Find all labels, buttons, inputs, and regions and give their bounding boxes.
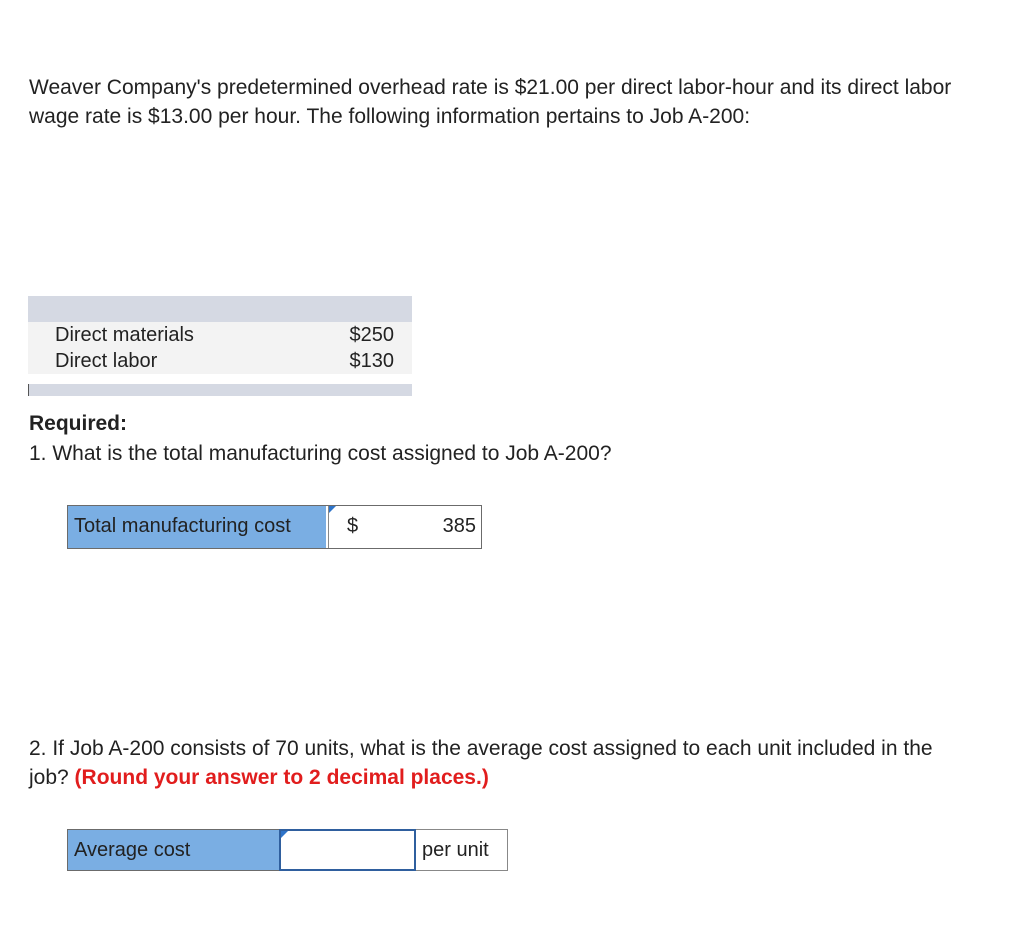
row-amount: $250 [349, 324, 394, 346]
average-cost-input[interactable] [281, 831, 414, 869]
row-amount: $130 [349, 350, 394, 372]
total-manufacturing-cost-label: Total manufacturing cost [68, 506, 328, 548]
rounding-instruction: (Round your answer to 2 decimal places.) [74, 766, 489, 789]
question-1: 1. What is the total manufacturing cost assigned to Job A-200? [29, 442, 612, 465]
question-2-text: 2. If Job A-200 consists of 70 units, what is the average cost assigned to each unit included in the job? [29, 737, 933, 789]
total-manufacturing-cost-row [67, 505, 482, 549]
table-footer-band [28, 384, 412, 396]
currency-symbol: $ [347, 515, 359, 537]
job-cost-table [28, 296, 412, 396]
per-unit-label: per unit [416, 829, 508, 871]
problem-intro: Weaver Company's predetermined overhead rate is $21.00 per direct labor-hour and its direct labor wage rate is $13.00 per hour. The following information pertains to Job A-200: [29, 76, 952, 128]
row-label: Direct materials [55, 324, 194, 346]
total-manufacturing-cost-value: 385 [442, 515, 476, 537]
required-heading: Required: [29, 412, 128, 435]
total-manufacturing-cost-input[interactable] [328, 506, 481, 548]
answer-marker-icon [329, 506, 336, 513]
answer-marker-icon [281, 831, 288, 838]
table-row [28, 322, 412, 348]
average-cost-label: Average cost [67, 829, 279, 871]
average-cost-field[interactable] [279, 829, 416, 871]
table-gap [28, 374, 412, 384]
row-label: Direct labor [55, 350, 158, 372]
table-row [28, 348, 412, 374]
question-2 [29, 734, 969, 792]
table-header-band [28, 296, 412, 322]
average-cost-row [67, 829, 508, 871]
